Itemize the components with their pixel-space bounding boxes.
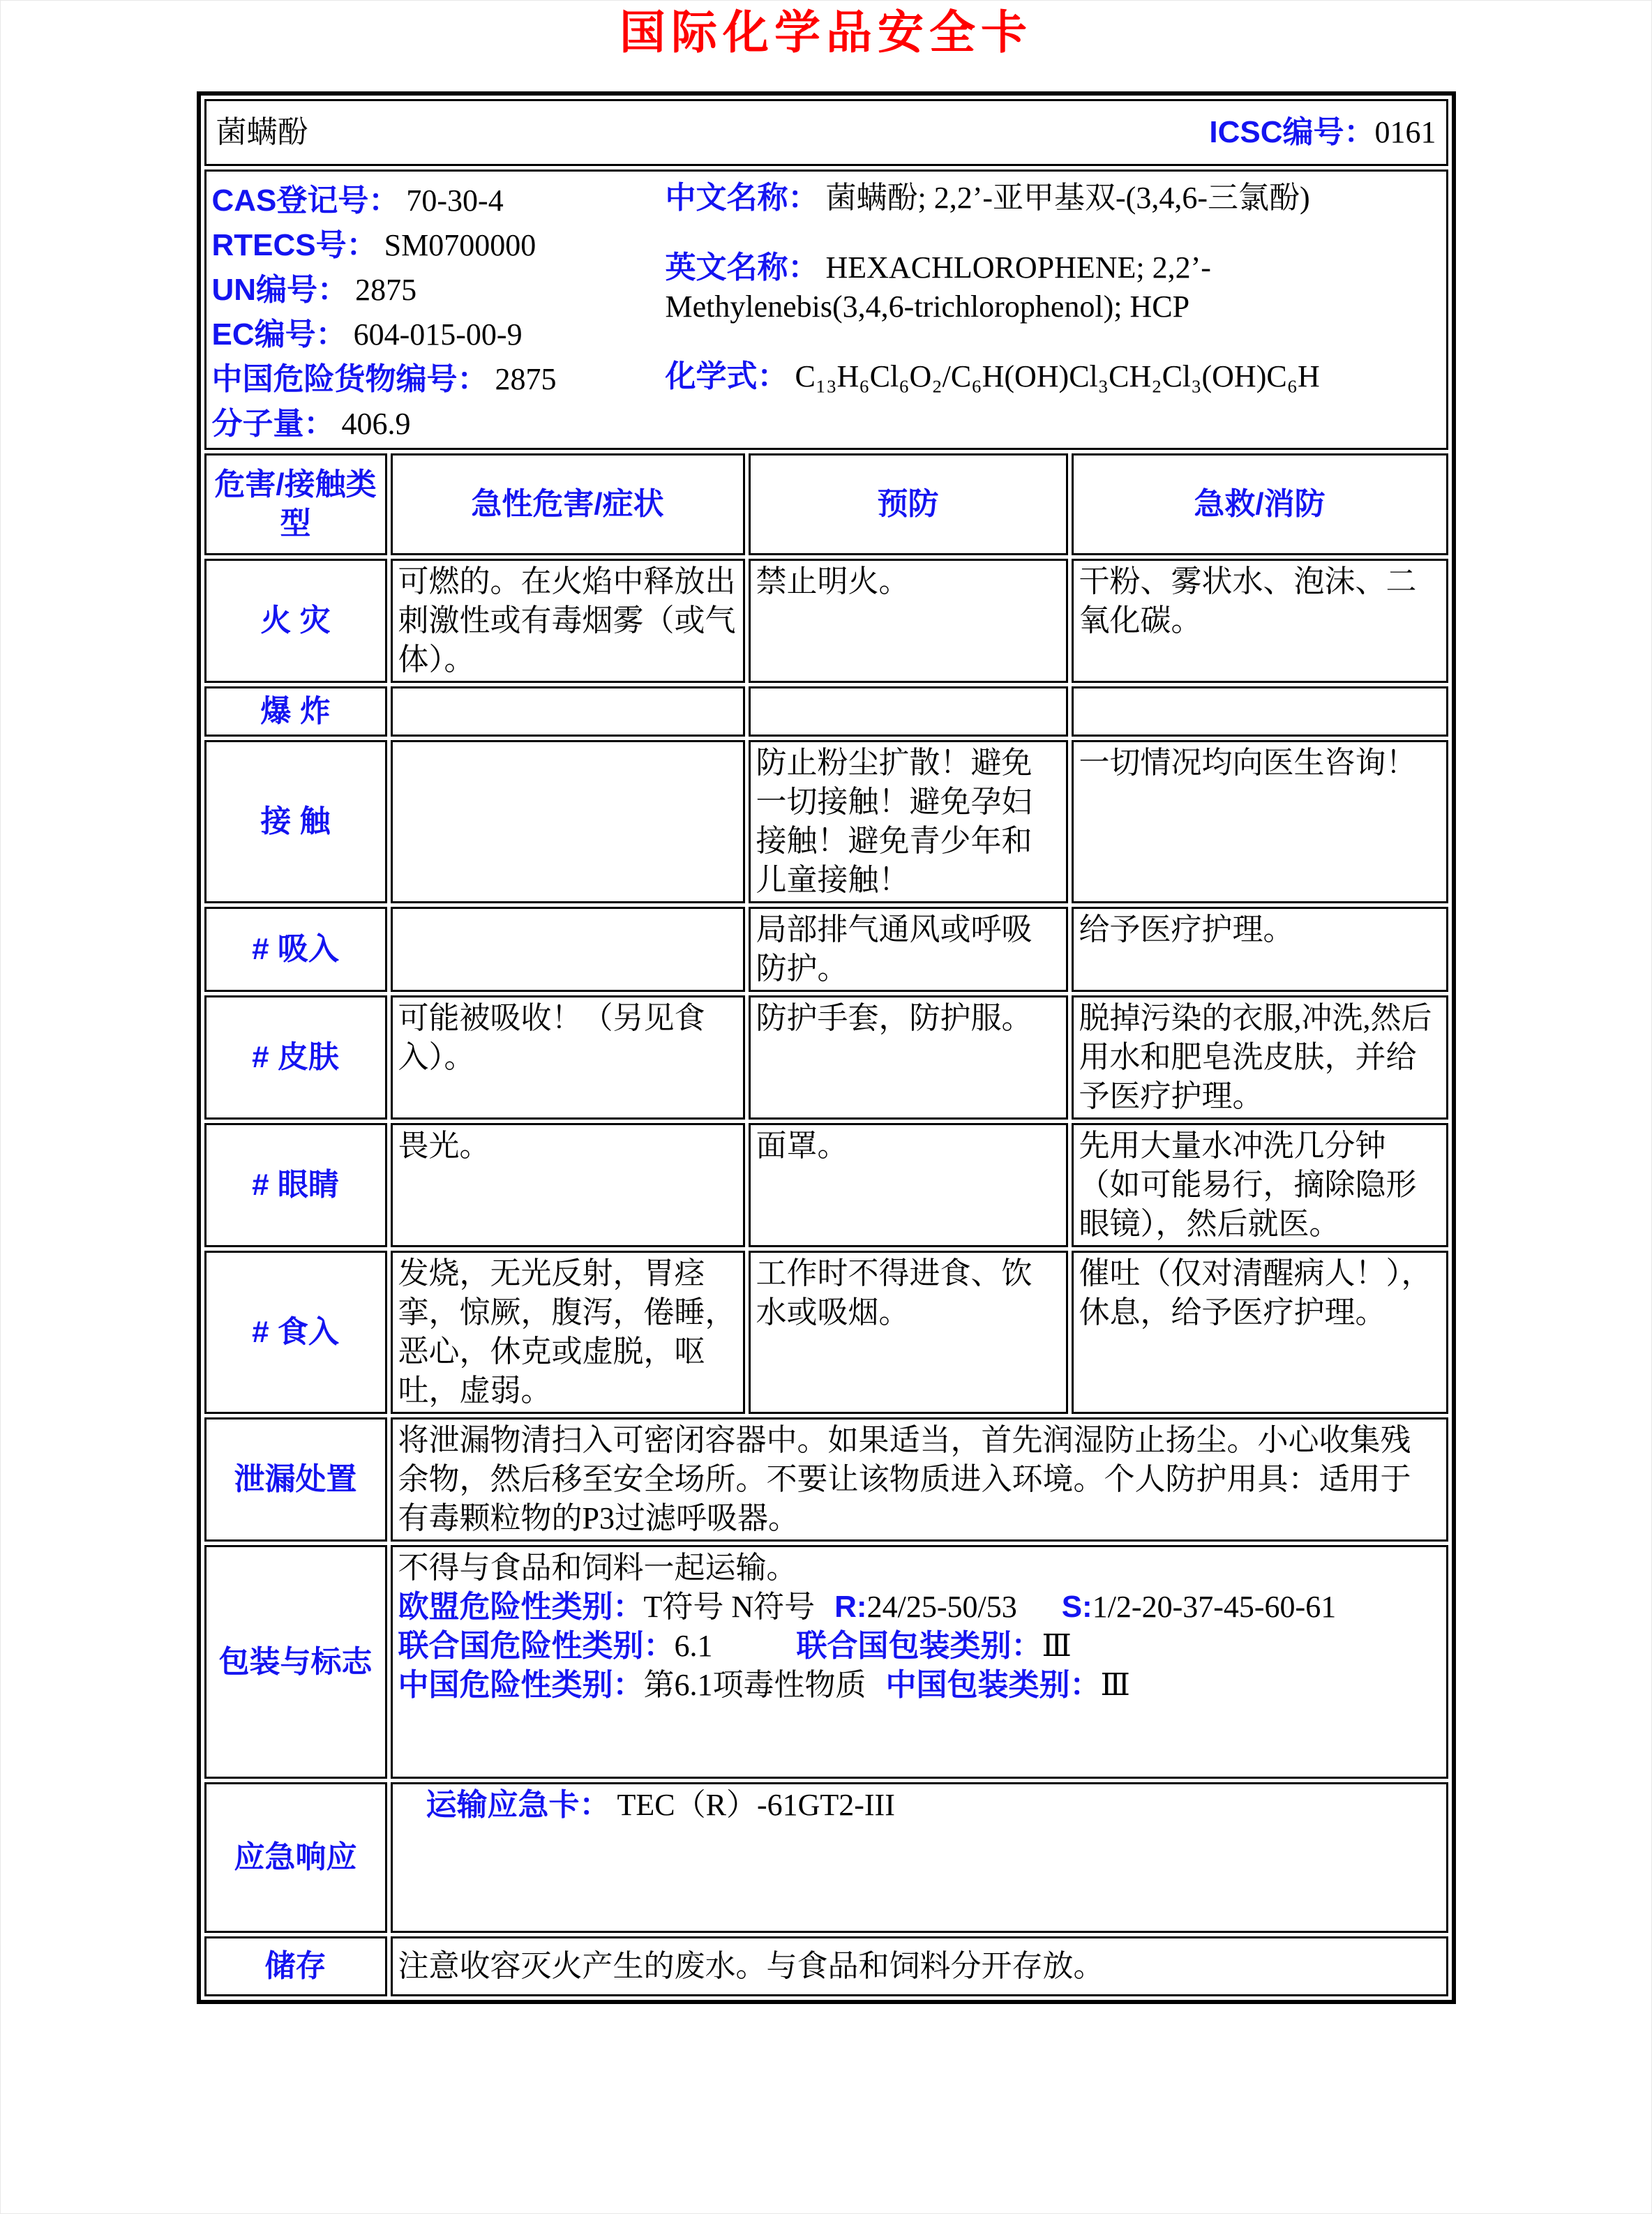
row-eyes-label: # 眼睛	[204, 1123, 387, 1247]
china-dangerous-goods-number: 中国危险货物编号： 2875	[211, 362, 557, 396]
exposure-symptoms	[391, 740, 745, 903]
chemical-formula: 化学式： C₁₃H₆Cl₆O₂/C₆H(OH)Cl₃CH₂Cl₃(OH)C₆H	[665, 359, 1320, 393]
chinese-name: 中文名称： 菌螨酚; 2,2’-亚甲基双-(3,4,6-三氯酚)	[665, 181, 1310, 215]
identification-names	[659, 179, 1441, 446]
packaging-transport-note: 不得与食品和饲料一起运输。	[398, 1551, 797, 1585]
row-storage-label: 储存	[204, 1936, 387, 1996]
row-ingestion-label: # 食入	[204, 1251, 387, 1414]
row-fire	[204, 559, 1448, 683]
rtecs-number: RTECS号： SM0700000	[211, 228, 536, 262]
row-inhalation	[204, 907, 1448, 992]
chemical-name-cell	[204, 99, 1448, 166]
skin-prevention: 防护手套，防护服。	[749, 995, 1068, 1120]
emergency-content	[391, 1782, 1448, 1933]
identification-row	[204, 170, 1448, 450]
row-eyes	[204, 1123, 1448, 1247]
row-packaging	[204, 1545, 1448, 1779]
row-explosion-label: 爆 炸	[204, 686, 387, 737]
inhalation-first-aid: 给予医疗护理。	[1072, 907, 1448, 992]
storage-text: 注意收容灭火产生的废水。与食品和饲料分开存放。	[391, 1936, 1448, 1996]
header-prevention: 预防	[749, 453, 1068, 555]
chemical-name: 菌螨酚	[216, 115, 308, 149]
english-name: 英文名称： HEXACHLOROPHENE; 2,2’-Methylenebis(3,4,6-trichlorophenol); HCP	[665, 250, 1211, 324]
packaging-china-classification: 中国危险性类别：第6.1项毒性物质 中国包装类别：Ⅲ	[398, 1668, 1130, 1702]
header-first-aid: 急救/消防	[1072, 453, 1448, 555]
transport-emergency-card: 运输应急卡： TEC（R）-61GT2-III	[426, 1788, 895, 1822]
header-acute-hazards: 急性危害/症状	[391, 453, 745, 555]
identification-cell	[204, 170, 1448, 450]
row-exposure	[204, 740, 1448, 903]
exposure-first-aid: 一切情况均向医生咨询！	[1072, 740, 1448, 903]
spillage-text: 将泄漏物清扫入可密闭容器中。如果适当，首先润湿防止扬尘。小心收集残余物，然后移至安全场所。不要让该物质进入环境。个人防护用具：适用于有毒颗粒物的P3过滤呼吸器。	[391, 1417, 1448, 1542]
row-spillage-label: 泄漏处置	[204, 1417, 387, 1542]
row-exposure-label: 接 触	[204, 740, 387, 903]
eyes-first-aid: 先用大量水冲洗几分钟（如可能易行，摘除隐形眼镜），然后就医。	[1072, 1123, 1448, 1247]
cas-number: CAS登记号： 70-30-4	[211, 183, 504, 218]
safety-card-table	[197, 91, 1456, 2004]
row-ingestion	[204, 1251, 1448, 1414]
packaging-un-classification: 联合国危险性类别：6.1 联合国包装类别：Ⅲ	[398, 1629, 1072, 1663]
exposure-prevention: 防止粉尘扩散！避免一切接触！避免孕妇接触！避免青少年和儿童接触！	[749, 740, 1068, 903]
ec-number: EC编号： 604-015-00-9	[211, 317, 523, 352]
table-header-row	[204, 453, 1448, 555]
explosion-symptoms	[391, 686, 745, 737]
un-number: UN编号： 2875	[211, 273, 417, 307]
row-packaging-label: 包装与标志	[204, 1545, 387, 1779]
ingestion-prevention: 工作时不得进食、饮水或吸烟。	[749, 1251, 1068, 1414]
eyes-symptoms: 畏光。	[391, 1123, 745, 1247]
ingestion-symptoms: 发烧，无光反射，胃痉挛，惊厥，腹泻，倦睡，恶心，休克或虚脱，呕吐，虚弱。	[391, 1251, 745, 1414]
fire-symptoms: 可燃的。在火焰中释放出刺激性或有毒烟雾（或气体）。	[391, 559, 745, 683]
row-spillage	[204, 1417, 1448, 1542]
packaging-content	[391, 1545, 1448, 1779]
packaging-eu-classification: 欧盟危险性类别：T符号 N符号 R:24/25-50/53 S:1/2-20-37-45-60-61	[398, 1590, 1337, 1624]
page-title: 国际化学品安全卡	[620, 8, 1032, 59]
row-skin-label: # 皮肤	[204, 995, 387, 1120]
row-skin	[204, 995, 1448, 1120]
skin-symptoms: 可能被吸收！（另见食入）。	[391, 995, 745, 1120]
ingestion-first-aid: 催吐（仅对清醒病人！），休息，给予医疗护理。	[1072, 1251, 1448, 1414]
row-emergency-label: 应急响应	[204, 1782, 387, 1933]
row-storage	[204, 1936, 1448, 1996]
inhalation-symptoms	[391, 907, 745, 992]
header-hazard-type: 危害/接触类型	[204, 453, 387, 555]
icsc-number	[1209, 113, 1436, 152]
row-emergency	[204, 1782, 1448, 1933]
eyes-prevention: 面罩。	[749, 1123, 1068, 1247]
inhalation-prevention: 局部排气通风或呼吸防护。	[749, 907, 1068, 992]
fire-prevention: 禁止明火。	[749, 559, 1068, 683]
explosion-prevention	[749, 686, 1068, 737]
row-explosion	[204, 686, 1448, 737]
icsc-number-value: 0161	[1374, 115, 1436, 149]
icsc-number-label: ICSC编号：	[1209, 115, 1375, 149]
explosion-first-aid	[1072, 686, 1448, 737]
fire-first-aid: 干粉、雾状水、泡沫、二氧化碳。	[1072, 559, 1448, 683]
molecular-weight: 分子量： 406.9	[211, 407, 411, 441]
row-inhalation-label: # 吸入	[204, 907, 387, 992]
chemical-name-row	[204, 99, 1448, 166]
row-fire-label: 火 灾	[204, 559, 387, 683]
identification-codes	[212, 179, 659, 446]
skin-first-aid: 脱掉污染的衣服,冲洗,然后用水和肥皂洗皮肤，并给予医疗护理。	[1072, 995, 1448, 1120]
